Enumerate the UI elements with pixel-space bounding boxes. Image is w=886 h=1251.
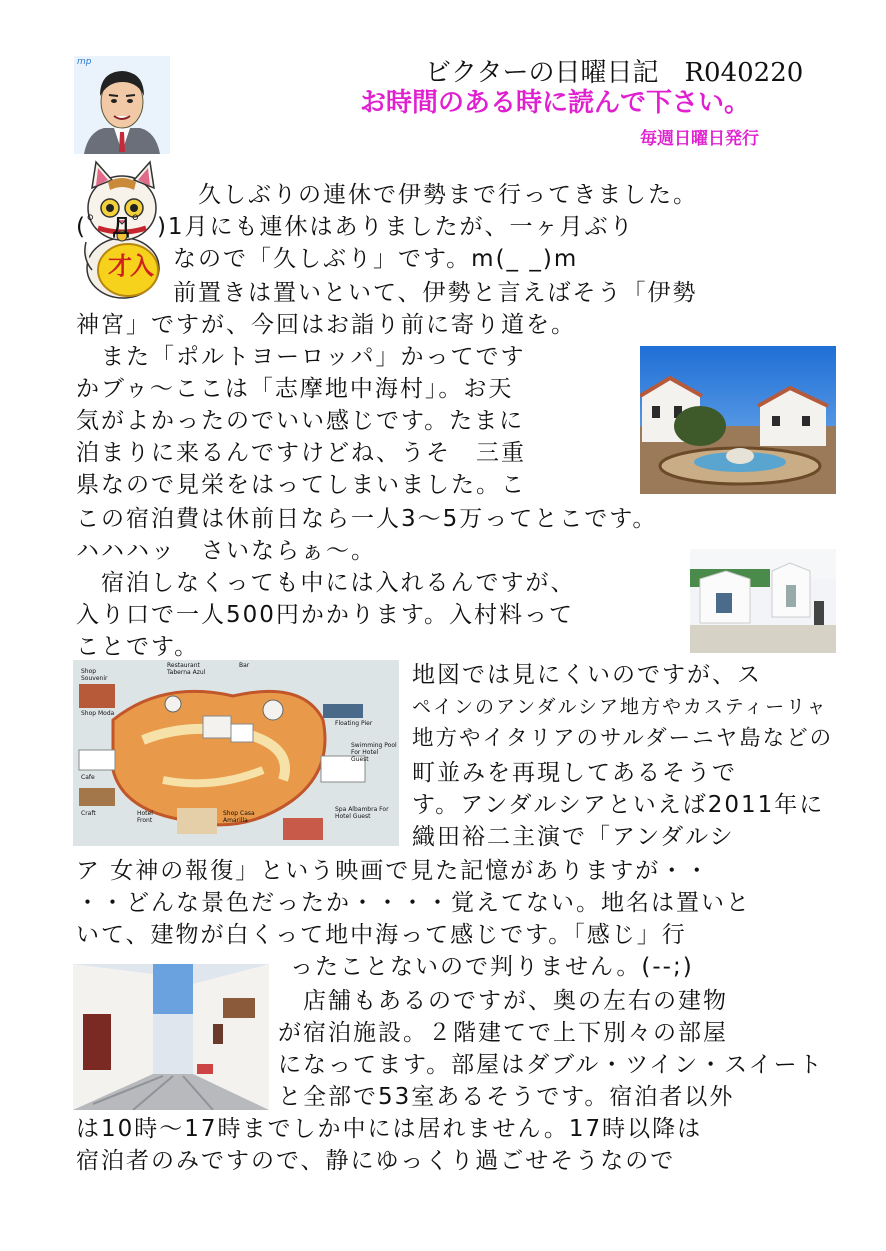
- body-line: 気がよかったのでいい感じです。たまに: [76, 408, 525, 434]
- map-label-floating-pier: Floating Pier: [335, 720, 373, 727]
- body-line: 久しぶりの連休で伊勢まで行ってきました。: [173, 182, 698, 208]
- avatar: [74, 56, 170, 154]
- map-label-shop-casa-amarilla: Shop Casa Amarilla: [223, 810, 255, 824]
- body-line: 織田裕二主演で「アンダルシ: [412, 824, 735, 850]
- body-line: 県なので見栄をはってしまいました。こ: [76, 472, 526, 498]
- map-label-spa: Spa Albambra For Hotel Guest: [335, 806, 389, 820]
- body-line: 神宮」ですが、今回はお詣り前に寄り道を。: [76, 312, 576, 338]
- village-street-photo: [73, 964, 269, 1110]
- map-label-restaurant: Restaurant Taberna Azul: [167, 662, 206, 676]
- village-map-board: [73, 660, 399, 846]
- body-line: また「ポルトヨーロッパ」かってです: [76, 344, 526, 370]
- map-label-shop-moda: Shop Moda: [81, 710, 115, 717]
- map-label-swimming-pool: Swimming Pool For Hotel Guest: [351, 742, 397, 763]
- body-line: は10時〜17時までしか中には居れません。17時以降は: [76, 1116, 703, 1142]
- map-label-shop-souvenir: Shop Souvenir: [81, 668, 108, 682]
- map-label-bar: Bar: [239, 662, 250, 669]
- body-line: (゜Д゜)1月にも連休はありましたが、一ヶ月ぶり: [76, 214, 635, 240]
- body-line: この宿泊費は休前日なら一人3〜5万ってとこです。: [76, 506, 658, 532]
- page-title: ビクターの日曜日記 R040220: [425, 58, 804, 88]
- street-image-icon: [73, 964, 269, 1110]
- body-line: ・・どんな景色だったか・・・・覚えてない。地名は置いと: [76, 890, 751, 916]
- body-line: 地図では見にくいのですが、ス: [412, 662, 762, 688]
- body-line: ペインのアンダルシア地方やカスティーリャ: [412, 696, 828, 718]
- body-line: ことです。: [76, 634, 200, 660]
- body-line: と全部で53室あるそうです。宿泊者以外: [278, 1084, 735, 1110]
- caricature-icon: [74, 56, 170, 154]
- body-line: なので「久しぶり」です。m(_ _)m: [173, 246, 579, 272]
- publication-frequency: 毎週日曜日発行: [640, 129, 759, 149]
- body-line: いて、建物が白くって地中海って感じです。「感じ」行: [76, 922, 687, 948]
- body-line: 宿泊者のみですので、静にゆっくり過ごせそうなので: [76, 1148, 676, 1174]
- body-line: 前置きは置いといて、伊勢と言えばそう「伊勢: [173, 280, 698, 306]
- body-line: す。アンダルシアといえば2011年に: [412, 792, 825, 818]
- body-line: ったことないので判りません。(--;): [290, 954, 694, 980]
- coin-text: 才入: [108, 252, 152, 280]
- body-line: ハハハッ さいならぁ〜。: [76, 538, 376, 564]
- body-line: 宿泊しなくっても中には入れるんですが、: [76, 570, 576, 596]
- body-line: が宿泊施設。２階建てで上下別々の部屋: [278, 1020, 728, 1046]
- village-plaza-photo: [640, 346, 836, 494]
- page-subtitle: お時間のある時に読んで下さい。: [360, 88, 751, 118]
- body-line: 店舗もあるのですが、奥の左右の建物: [278, 988, 728, 1014]
- body-line: 入り口で一人500円かかります。入村料って: [76, 602, 575, 628]
- body-line: 町並みを再現してあるそうで: [412, 760, 737, 786]
- plaza-image-icon: [640, 346, 836, 494]
- entrance-photo: [690, 549, 836, 653]
- body-line: かブゥ〜ここは「志摩地中海村」。お天: [76, 376, 514, 402]
- entrance-image-icon: [690, 549, 836, 653]
- body-line: になってます。部屋はダブル・ツイン・スイート: [278, 1052, 824, 1078]
- map-label-hotel-front: Hotel Front: [137, 810, 153, 824]
- map-label-craft: Craft: [81, 810, 96, 817]
- avatar-mark: mp: [77, 57, 92, 67]
- body-line: 泊まりに来るんですけどね、うそ 三重: [76, 440, 526, 466]
- body-line: ア 女神の報復」という映画で見た記憶がありますが・・: [76, 858, 711, 884]
- body-line: 地方やイタリアのサルダーニヤ島などの: [412, 726, 834, 751]
- map-label-cafe: Cafe: [81, 774, 95, 781]
